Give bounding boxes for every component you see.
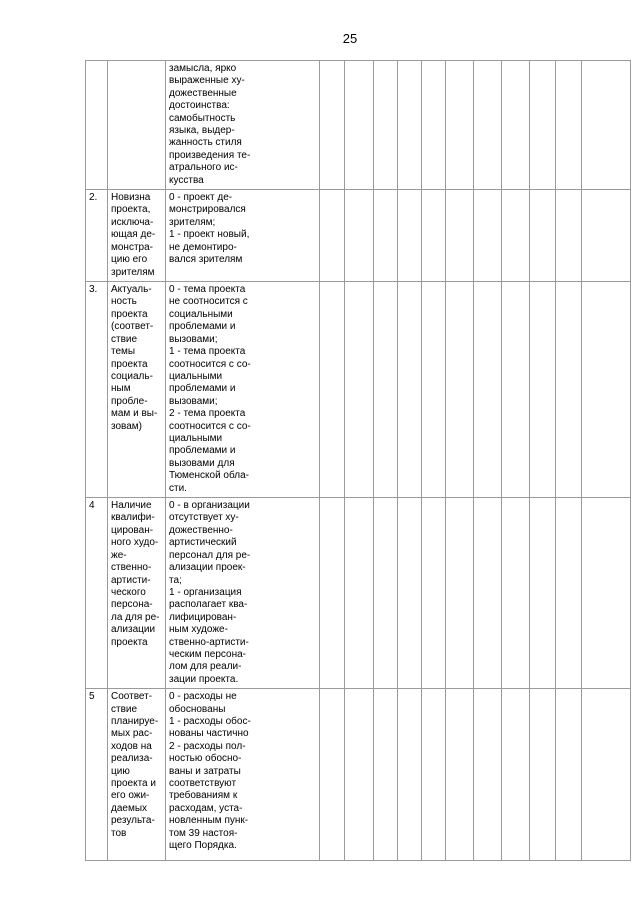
score-cell — [582, 498, 631, 689]
score-cell — [446, 498, 474, 689]
score-cell — [422, 689, 446, 861]
score-cell — [345, 498, 374, 689]
score-cell — [374, 498, 398, 689]
score-cell — [446, 282, 474, 498]
table-row — [86, 498, 631, 689]
score-cell — [398, 689, 422, 861]
score-cell — [530, 282, 556, 498]
criterion-cell: Новизна проекта, исключа- ющая де- монстра- цию его зрителям — [108, 190, 166, 282]
score-cell — [474, 498, 502, 689]
score-cell — [398, 61, 422, 190]
criterion-cell: Соответ- ствие планируе- мых рас- ходов на реализа- цию проекта и его ожи- даемых результа- тов — [108, 689, 166, 861]
score-cell — [556, 190, 582, 282]
criterion-cell: Наличие квалифи- цирован- ного худо- же- ственно- артисти- ческого персона- ла для ре- ализации проекта — [108, 498, 166, 689]
row-number-cell: 3. — [86, 282, 108, 498]
score-cell — [398, 282, 422, 498]
score-cell — [446, 689, 474, 861]
scoring-description-cell: 0 - проект де- монстрировался зрителям; 1 - проект новый, не демонтиро- вался зрителям — [166, 190, 320, 282]
score-cell — [320, 190, 345, 282]
score-cell — [320, 689, 345, 861]
score-cell — [422, 282, 446, 498]
score-cell — [320, 498, 345, 689]
criterion-cell — [108, 61, 166, 190]
score-cell — [345, 61, 374, 190]
score-cell — [474, 689, 502, 861]
criteria-table — [85, 60, 631, 861]
score-cell — [502, 689, 530, 861]
score-cell — [556, 689, 582, 861]
score-cell — [422, 190, 446, 282]
score-cell — [345, 190, 374, 282]
score-cell — [374, 190, 398, 282]
row-number-cell: 2. — [86, 190, 108, 282]
table-row — [86, 689, 631, 861]
score-cell — [345, 282, 374, 498]
score-cell — [446, 190, 474, 282]
score-cell — [582, 282, 631, 498]
score-cell — [398, 498, 422, 689]
score-cell — [502, 498, 530, 689]
row-number-cell: 4 — [86, 498, 108, 689]
score-cell — [398, 190, 422, 282]
score-cell — [446, 61, 474, 190]
score-cell — [582, 190, 631, 282]
table-body — [86, 61, 631, 861]
score-cell — [556, 498, 582, 689]
score-cell — [530, 498, 556, 689]
score-cell — [422, 61, 446, 190]
criterion-cell: Актуаль- ность проекта (соответ- ствие темы проекта социаль- ным пробле- мам и вы- зовам) — [108, 282, 166, 498]
score-cell — [474, 190, 502, 282]
scoring-description-cell: 0 - расходы не обоснованы 1 - расходы обос- нованы частично 2 - расходы пол- ностью обосно- ваны и затраты соответствуют требованиям к расходам, уста- новленным пунк- том 39 настоя- щего Порядка. — [166, 689, 320, 861]
table-row — [86, 282, 631, 498]
score-cell — [530, 689, 556, 861]
scoring-description-cell: 0 - тема проекта не соотносится с социальными проблемами и вызовами; 1 - тема проекта соотносится с со- циальными проблемами и вызовами; 2 - тема проекта соотносится с со- циальными проблемами и вызовами для Тюменской обла- сти. — [166, 282, 320, 498]
scoring-description-cell: замысла, ярко выраженные ху- дожественные достоинства: самобытность языка, выдер- жанность стиля произведения те- атрального ис- кусства — [166, 61, 320, 190]
score-cell — [556, 61, 582, 190]
score-cell — [345, 689, 374, 861]
score-cell — [374, 61, 398, 190]
score-cell — [474, 61, 502, 190]
score-cell — [502, 190, 530, 282]
table-row — [86, 61, 631, 190]
score-cell — [320, 61, 345, 190]
page-number: 25 — [342, 31, 358, 46]
score-cell — [582, 61, 631, 190]
score-cell — [474, 282, 502, 498]
row-number-cell — [86, 61, 108, 190]
score-cell — [582, 689, 631, 861]
score-cell — [374, 689, 398, 861]
score-cell — [422, 498, 446, 689]
score-cell — [502, 282, 530, 498]
score-cell — [502, 61, 530, 190]
row-number-cell: 5 — [86, 689, 108, 861]
score-cell — [374, 282, 398, 498]
score-cell — [530, 190, 556, 282]
score-cell — [320, 282, 345, 498]
score-cell — [530, 61, 556, 190]
score-cell — [556, 282, 582, 498]
table-row — [86, 190, 631, 282]
scoring-description-cell: 0 - в организации отсутствует ху- дожественно- артистический персонал для ре- ализации проек- та; 1 - организация располагает ква- лифицирован- ным художе- ственно-артисти- ческим персона- лом для реали- зации проекта. — [166, 498, 320, 689]
